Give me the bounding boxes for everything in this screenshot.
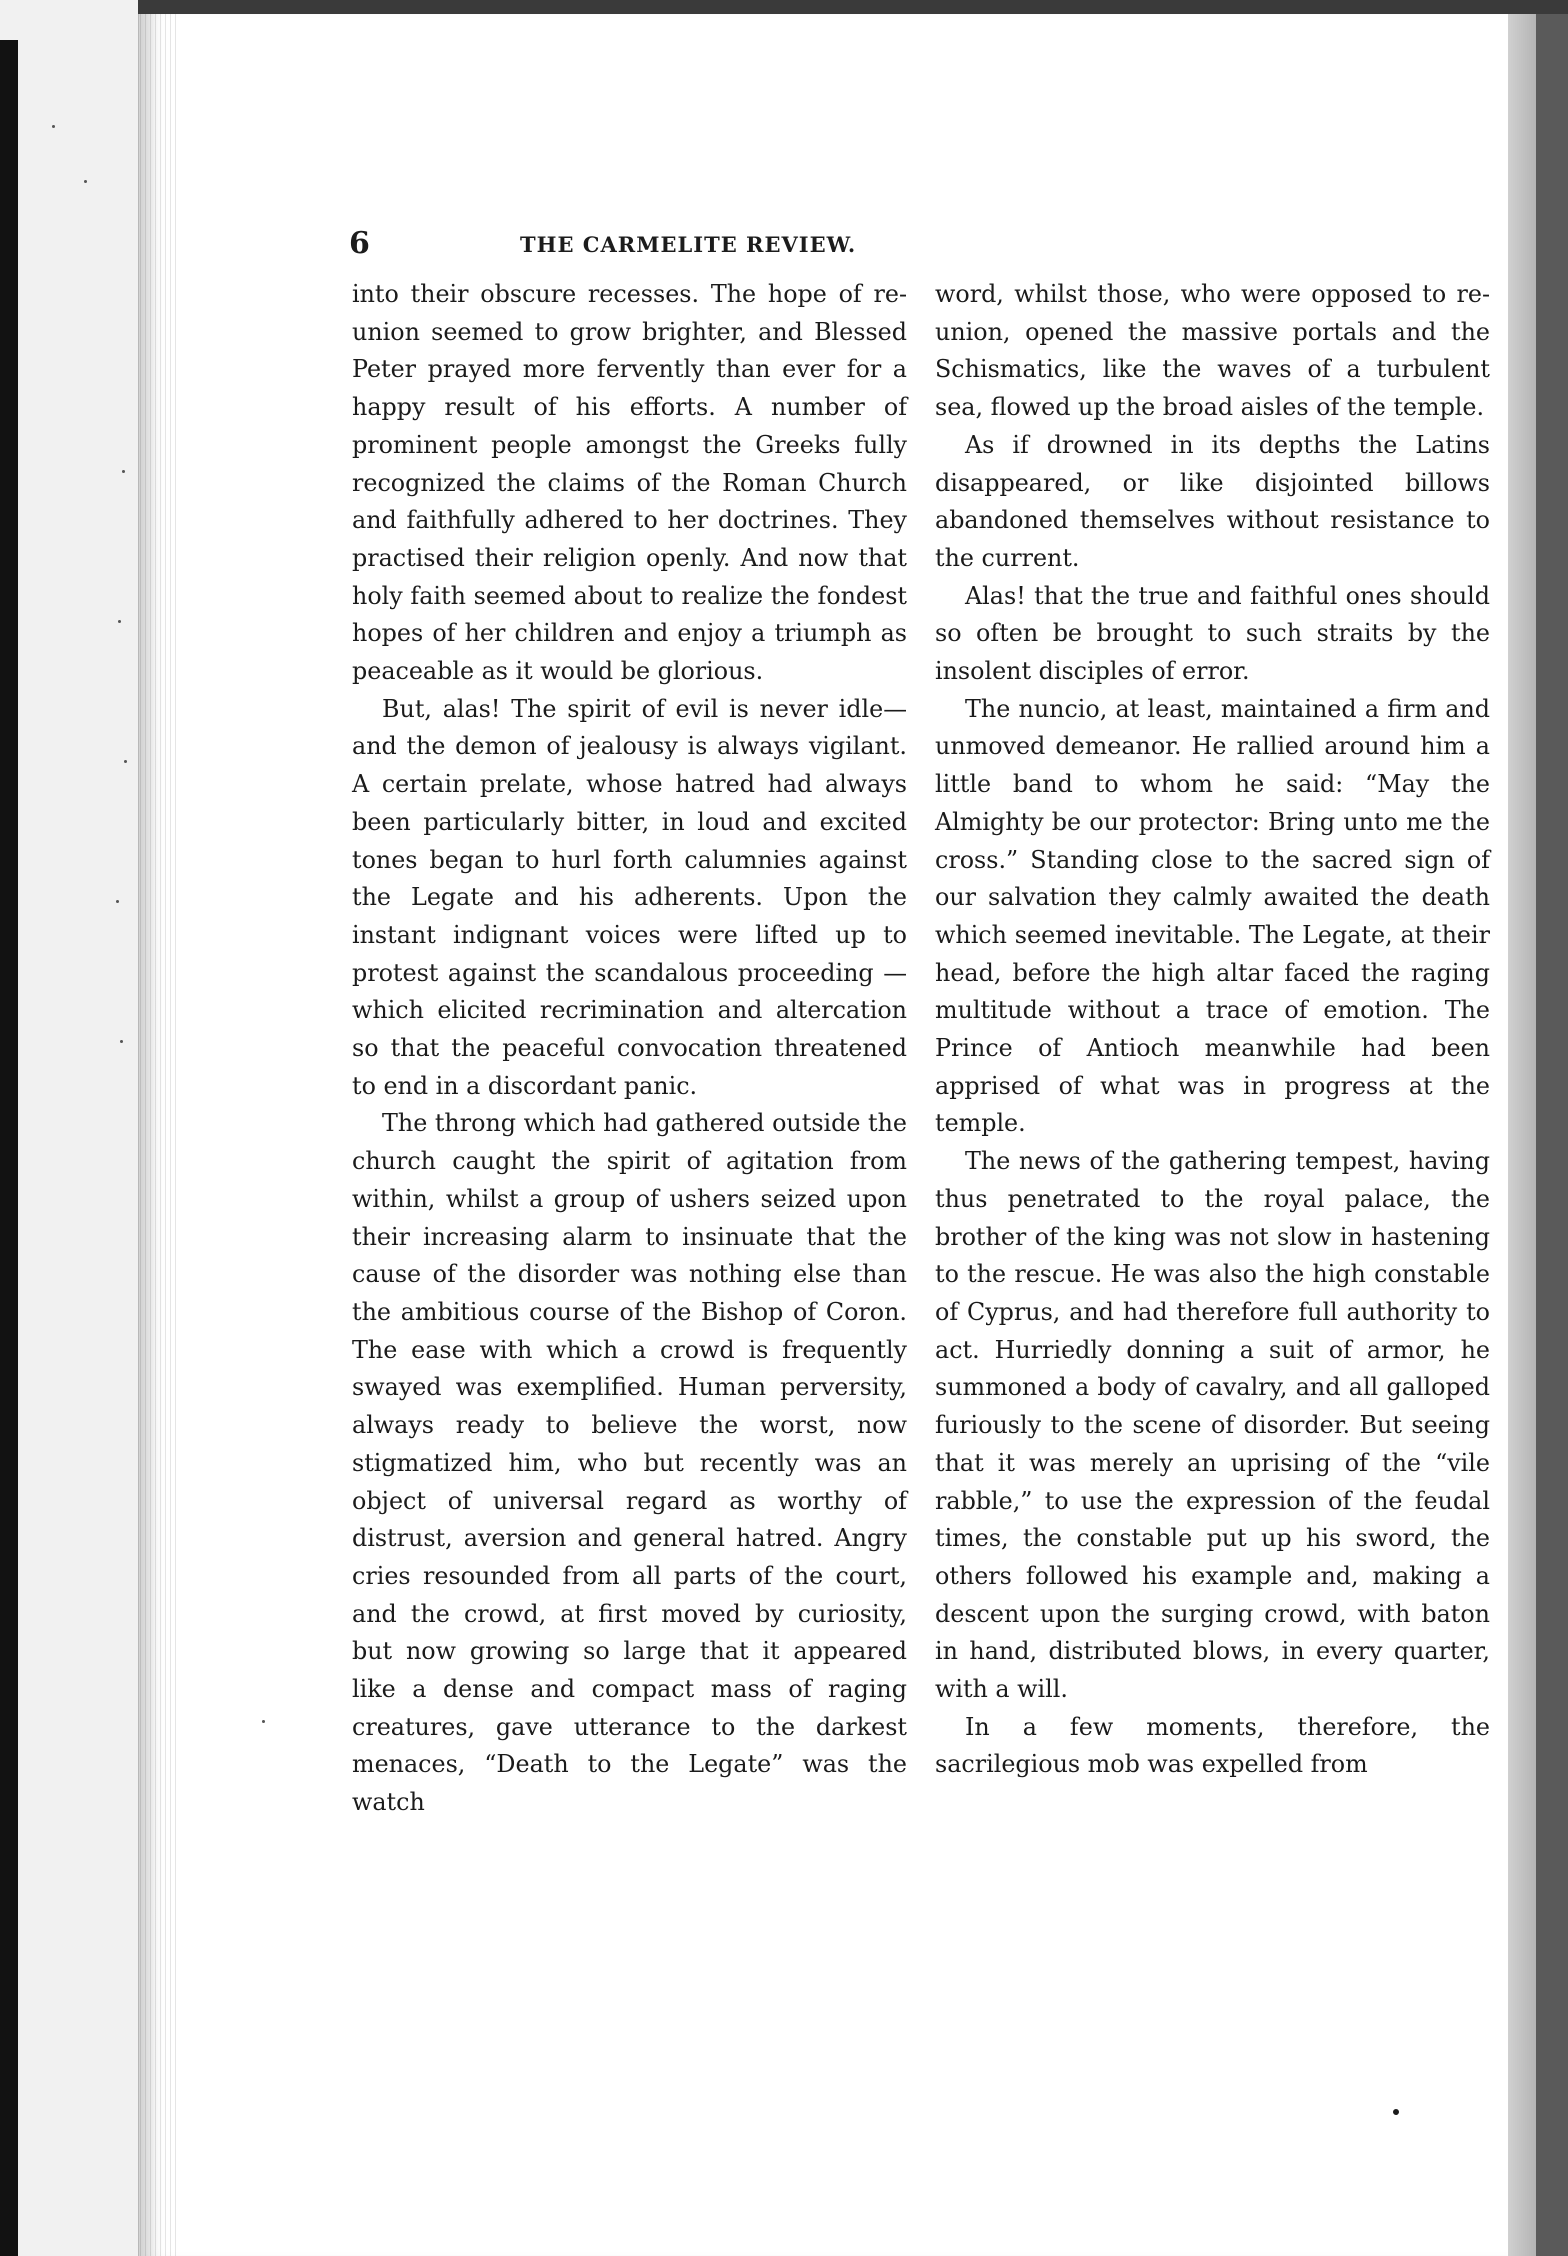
paragraph: The nuncio, at least, maintained a firm and unmoved demeanor. He rallied around him a little band to whom he said: “May the Almighty be our protector: Bring unto me the cross.” Standing close to the sacred sign of our salvation they calmly awaited the death which seemed inevitable. The Legate, at their head, before the high altar faced the raging multitude without a trace of emotion. The Prince of Antioch meanwhile had been apprised of what was in progress at the temple. [935, 694, 1490, 1138]
dust-speck [52, 125, 55, 128]
scanner-right-shadow [1536, 14, 1568, 2256]
paragraph: As if drowned in its depths the Latins disappeared, or like disjointed billows abandoned themselves without resistance to the current. [935, 430, 1490, 572]
dust-speck [116, 900, 119, 903]
dust-speck [122, 470, 125, 473]
ink-dot [1393, 2109, 1399, 2115]
paragraph: Alas! that the true and faithful ones should so often be brought to such straits by the insolent disciples of error. [935, 581, 1490, 686]
dust-speck [120, 1040, 123, 1043]
page-number: 6 [349, 226, 370, 261]
running-head: THE CARMELITE REVIEW. [520, 232, 857, 257]
dust-speck [124, 760, 127, 763]
dust-speck [118, 620, 121, 623]
dust-speck [262, 1720, 265, 1723]
paragraph: The throng which had gathered outside the church caught the spirit of agitation from within, whilst a group of ushers seized upon their increasing alarm to insinuate that the cause of the disorder was nothing else than the ambitious course of the Bishop of Coron. The ease with which a crowd is frequently swayed was exemplified. Human perversity, always ready to believe the worst, now stigmatized him, who but recently was an object of universal regard as worthy of distrust, aversion and general hatred. Angry cries resounded from all parts of the court, and the crowd, at first moved by curiosity, but now growing so large that it appeared like a dense and compact mass of raging creatures, gave utterance to the darkest menaces, “Death to the Legate” was the watch [352, 1109, 907, 1817]
paragraph: word, whilst those, who were opposed to re-union, opened the massive portals and the Schismatics, like the waves of a turbulent sea, flowed up the broad aisles of the temple. [935, 280, 1490, 422]
paragraph: The news of the gathering tempest, having thus penetrated to the royal palace, the brother of the king was not slow in hastening to the rescue. He was also the high constable of Cyprus, and had therefore full authority to act. Hurriedly donning a suit of armor, he summoned a body of cavalry, and all galloped furiously to the scene of disorder. But seeing that it was merely an uprising of the “vile rabble,” to use the expression of the feudal times, the constable put up his sword, the others followed his example and, making a descent upon the surging crowd, with baton in hand, distributed blows, in every quarter, with a will. [935, 1147, 1490, 1704]
paragraph: into their obscure recesses. The hope of re-union seemed to grow brighter, and Blessed Peter prayed more fervently than ever for a happy result of his efforts. A number of prominent people amongst the Greeks fully recognized the claims of the Roman Church and faithfully adhered to her doctrines. They practised their religion openly. And now that holy faith seemed about to realize the fondest hopes of her children and enjoy a triumph as peaceable as it would be glorious. [352, 280, 907, 686]
scanner-left-margin [0, 0, 138, 2256]
dust-speck [84, 180, 87, 183]
scanner-left-shadow [0, 40, 18, 2256]
page-edge-right [1508, 14, 1536, 2256]
book-gutter [140, 14, 176, 2256]
paragraph: But, alas! The spirit of evil is never idle—and the demon of jealousy is always vigilant. A certain prelate, whose hatred had always been particularly bitter, in loud and excited tones began to hurl forth calumnies against the Legate and his adherents. Upon the instant indignant voices were lifted up to protest against the scandalous proceeding — which elicited recrimination and altercation so that the peaceful convocation threatened to end in a discordant panic. [352, 694, 907, 1100]
paragraph: In a few moments, therefore, the sacrilegious mob was expelled from [935, 1712, 1490, 1779]
left-text-column [352, 276, 907, 1822]
right-text-column [935, 276, 1490, 1784]
